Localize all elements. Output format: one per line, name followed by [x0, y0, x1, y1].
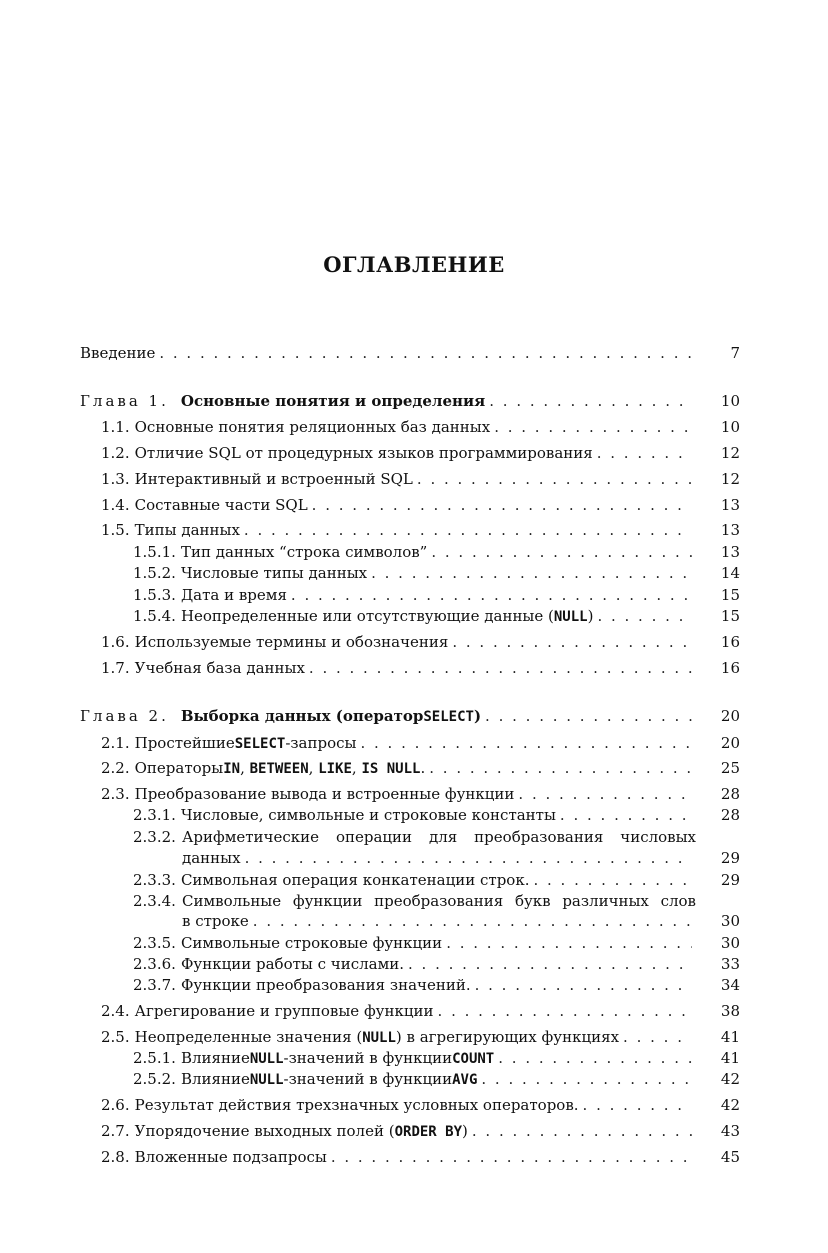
- code-keyword: NULL: [249, 1051, 284, 1067]
- section-number: 2.8.: [101, 1148, 130, 1166]
- toc-page: 33: [720, 955, 740, 973]
- toc-page: 7: [730, 344, 740, 362]
- leader-dots: [438, 1001, 692, 1021]
- toc-entry-1-5-3[interactable]: [133, 585, 696, 605]
- toc-label-line-1: Арифметические операции для преобразования числовых: [182, 828, 696, 846]
- toc-entry-2-3-7[interactable]: [133, 975, 696, 995]
- toc-entry-2-4[interactable]: [101, 1001, 696, 1021]
- toc-entry-2-6[interactable]: [101, 1095, 696, 1115]
- toc-page: 29: [720, 871, 740, 889]
- section-number: 2.3.1.: [133, 806, 176, 824]
- toc-entry-1-3[interactable]: [101, 469, 696, 489]
- toc-page: 14: [720, 564, 740, 582]
- separator: ,: [351, 759, 362, 777]
- section-number: 2.3.7.: [133, 976, 176, 994]
- chapter-title: Основные понятия и определения: [180, 392, 486, 410]
- toc-chapter-2[interactable]: [80, 706, 696, 727]
- toc-page: 16: [720, 633, 740, 651]
- toc-page: 29: [720, 849, 740, 867]
- toc-label: Агрегирование и групповые функции: [134, 1002, 434, 1020]
- toc-page: 13: [720, 496, 740, 514]
- toc-label: Тип данных “строка символов”: [180, 543, 428, 561]
- toc-page: 38: [720, 1002, 740, 1020]
- toc-entry-2-7[interactable]: [101, 1121, 696, 1142]
- toc-label: Функции работы с числами.: [180, 955, 404, 973]
- toc-label: Простейшие: [134, 734, 235, 752]
- leader-dots: [472, 1121, 692, 1141]
- toc-entry-1-4[interactable]: [101, 495, 696, 515]
- toc-label: -значений в функции: [283, 1049, 453, 1067]
- separator: ,: [308, 759, 319, 777]
- toc-entry-2-3-2-cont[interactable]: [182, 848, 696, 868]
- toc-label: Влияние: [180, 1070, 250, 1088]
- section-number: 2.3.3.: [133, 871, 176, 889]
- code-keyword: ORDER BY: [394, 1124, 463, 1140]
- toc-entry-1-5-1[interactable]: [133, 542, 696, 562]
- section-number: 2.3.5.: [133, 934, 176, 952]
- code-keyword: NULL: [362, 1030, 396, 1046]
- toc-label: Типы данных: [134, 521, 240, 539]
- leader-dots: [518, 784, 692, 804]
- leader-dots: [309, 658, 692, 678]
- separator: ,: [240, 759, 250, 777]
- toc-label: данных: [182, 849, 241, 867]
- code-keyword: NULL: [249, 1072, 284, 1088]
- toc-page: 43: [720, 1122, 740, 1140]
- toc-page: 10: [720, 392, 740, 410]
- toc-label: Преобразование вывода и встроенные функции: [134, 785, 515, 803]
- section-number: 1.5.: [101, 521, 130, 539]
- toc-label: Символьные строковые функции: [180, 934, 443, 952]
- section-number: 1.1.: [101, 418, 130, 436]
- toc-entry-2-3-1[interactable]: [133, 805, 696, 825]
- section-number: 2.5.2.: [133, 1070, 176, 1088]
- section-number: 1.5.3.: [133, 586, 176, 604]
- toc-label: Операторы: [134, 759, 224, 777]
- toc-page: 20: [720, 734, 740, 752]
- toc-page: 28: [720, 806, 740, 824]
- section-number: 1.2.: [101, 444, 130, 462]
- toc-entry-1-5-4[interactable]: [133, 606, 696, 627]
- code-keyword: COUNT: [452, 1051, 495, 1067]
- toc-page: 13: [720, 543, 740, 561]
- section-number: 1.5.2.: [133, 564, 176, 582]
- section-number: 1.4.: [101, 496, 130, 514]
- toc-entry-2-1[interactable]: [101, 733, 696, 754]
- toc-page: 13: [720, 521, 740, 539]
- toc-entry-1-5[interactable]: [101, 520, 696, 540]
- section-number: 2.3.6.: [133, 955, 176, 973]
- toc-label: Дата и время: [180, 586, 287, 604]
- section-number: 2.3.4.: [133, 892, 176, 910]
- toc-page: 30: [720, 934, 740, 952]
- toc-label: -запросы: [285, 734, 357, 752]
- toc-label: Основные понятия реляционных баз данных: [134, 418, 491, 436]
- leader-dots: [331, 1147, 692, 1167]
- section-number: 1.6.: [101, 633, 130, 651]
- leader-dots: [485, 706, 692, 726]
- leader-dots: [371, 563, 692, 583]
- section-number: 2.4.: [101, 1002, 130, 1020]
- leader-dots: [244, 520, 692, 540]
- toc-entry-2-8[interactable]: [101, 1147, 696, 1167]
- toc-entry-2-5-2[interactable]: [133, 1069, 696, 1090]
- toc-label: .: [420, 759, 426, 777]
- toc-label: Результат действия трехзначных условных операторов.: [134, 1096, 579, 1114]
- leader-dots: [560, 805, 692, 825]
- leader-dots: [481, 1069, 692, 1089]
- leader-dots: [452, 632, 692, 652]
- toc-page: 16: [720, 659, 740, 677]
- toc-page: 45: [720, 1148, 740, 1166]
- leader-dots: [253, 911, 692, 931]
- toc-label: Учебная база данных: [134, 659, 305, 677]
- section-number: 2.3.2.: [133, 828, 176, 846]
- chapter-prefix: Глава 2.: [80, 707, 169, 725]
- section-number: 2.3.: [101, 785, 130, 803]
- leader-dots: [494, 417, 692, 437]
- leader-dots: [431, 542, 692, 562]
- code-keyword: SELECT: [234, 736, 286, 752]
- toc-label: ): [462, 1122, 468, 1140]
- leader-dots: [291, 585, 692, 605]
- toc-page: 28: [720, 785, 740, 803]
- section-number: 2.5.1.: [133, 1049, 176, 1067]
- toc-label: Влияние: [180, 1049, 250, 1067]
- code-keyword: LIKE: [318, 761, 352, 777]
- leader-dots: [408, 954, 692, 974]
- toc-page: 25: [720, 759, 740, 777]
- leader-dots: [159, 343, 692, 363]
- section-number: 1.3.: [101, 470, 130, 488]
- leader-dots: [417, 469, 692, 489]
- leader-dots: [498, 1048, 692, 1068]
- toc-label: Используемые термины и обозначения: [134, 633, 449, 651]
- toc-entry-2-5[interactable]: [101, 1027, 696, 1048]
- toc-entry-intro[interactable]: [80, 343, 696, 363]
- toc-entry-2-3[interactable]: [101, 784, 696, 804]
- toc-page: 42: [720, 1070, 740, 1088]
- toc-page: 34: [720, 976, 740, 994]
- leader-dots: [489, 391, 692, 411]
- toc-label: Символьная операция конкатенации строк.: [180, 871, 530, 889]
- toc-label: Числовые, символьные и строковые константы: [180, 806, 556, 824]
- toc-label-line-1: Символьные функции преобразования букв различных слов: [182, 892, 696, 910]
- toc-label: в строке: [182, 912, 249, 930]
- code-keyword: SELECT: [423, 709, 474, 725]
- toc-label: -значений в функции: [283, 1070, 453, 1088]
- section-number: 2.5.: [101, 1028, 130, 1046]
- toc-entry-2-5-1[interactable]: [133, 1048, 696, 1069]
- toc-entry-1-5-2[interactable]: [133, 563, 696, 583]
- leader-dots: [446, 933, 692, 953]
- toc-entry-2-3-6[interactable]: [133, 954, 696, 974]
- toc-page: 12: [720, 470, 740, 488]
- leader-dots: [360, 733, 692, 753]
- toc-page: 15: [720, 607, 740, 625]
- toc-page: 30: [720, 912, 740, 930]
- toc-label: Функции преобразования значений.: [180, 976, 471, 994]
- leader-dots: [583, 1095, 692, 1115]
- toc-page: 15: [720, 586, 740, 604]
- toc-chapter-1[interactable]: [80, 391, 696, 411]
- leader-dots: [623, 1027, 692, 1047]
- toc-entry-2-3-3[interactable]: [133, 870, 696, 890]
- toc-page: 12: [720, 444, 740, 462]
- leader-dots: [312, 495, 692, 515]
- toc-page: 41: [720, 1028, 740, 1046]
- toc-page: 42: [720, 1096, 740, 1114]
- toc-page: 41: [720, 1049, 740, 1067]
- toc-label: Числовые типы данных: [180, 564, 368, 582]
- toc-page: 20: [720, 707, 740, 725]
- leader-dots: [429, 758, 692, 778]
- section-number: 2.7.: [101, 1122, 130, 1140]
- toc-label: Составные части SQL: [134, 496, 308, 514]
- section-number: 2.2.: [101, 759, 130, 777]
- toc-entry-2-3-5[interactable]: [133, 933, 696, 953]
- leader-dots: [245, 848, 692, 868]
- leader-dots: [475, 975, 692, 995]
- toc-label: Интерактивный и встроенный SQL: [134, 470, 413, 488]
- page-title: ОГЛАВЛЕНИЕ: [323, 252, 505, 277]
- toc-page: 10: [720, 418, 740, 436]
- chapter-title: Выборка данных (оператор: [180, 707, 424, 725]
- toc-entry-1-6[interactable]: [101, 632, 696, 652]
- toc-label: Неопределенные или отсутствующие данные (: [180, 607, 554, 625]
- toc-entry-1-7[interactable]: [101, 658, 696, 678]
- code-keyword: IN: [223, 761, 241, 777]
- code-keyword: AVG: [452, 1072, 478, 1088]
- toc-label: Введение: [80, 344, 156, 362]
- chapter-title: ): [473, 707, 482, 725]
- leader-dots: [597, 443, 692, 463]
- chapter-prefix: Глава 1.: [80, 392, 169, 410]
- code-keyword: IS NULL: [361, 761, 421, 777]
- section-number: 1.7.: [101, 659, 130, 677]
- section-number: 1.5.1.: [133, 543, 176, 561]
- leader-dots: [533, 870, 692, 890]
- toc-entry-1-2[interactable]: [101, 443, 696, 463]
- toc-label: Упорядочение выходных полей (: [134, 1122, 395, 1140]
- toc-label: ) в агрегирующих функциях: [395, 1028, 620, 1046]
- toc-label: Отличие SQL от процедурных языков программирования: [134, 444, 593, 462]
- toc-entry-2-2[interactable]: [101, 758, 696, 779]
- section-number: 2.1.: [101, 734, 130, 752]
- toc-entry-2-3-4-cont[interactable]: [182, 911, 696, 931]
- toc-label: ): [587, 607, 594, 625]
- section-number: 1.5.4.: [133, 607, 176, 625]
- section-number: 2.6.: [101, 1096, 130, 1114]
- leader-dots: [597, 606, 692, 626]
- toc-label: Вложенные подзапросы: [134, 1148, 327, 1166]
- toc-entry-1-1[interactable]: [101, 417, 696, 437]
- code-keyword: BETWEEN: [249, 761, 309, 777]
- code-keyword: NULL: [553, 609, 588, 625]
- toc-label: Неопределенные значения (: [134, 1028, 363, 1046]
